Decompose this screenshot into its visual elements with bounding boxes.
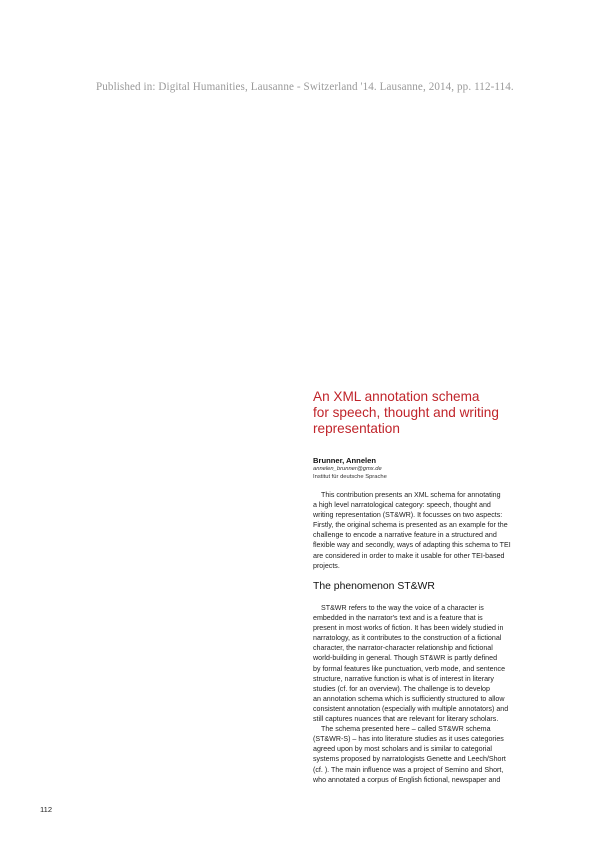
body-line: character, the narrator-character relationship and fictional [313,644,493,653]
abstract-line: challenge to encode a narrative feature in a structured and [313,531,497,540]
title-line: representation [313,421,400,437]
body-line: present in most works of fiction. It has been widely studied in [313,624,504,633]
body-line: embedded in the narrator's text and is a feature that is [313,614,483,623]
body-line: systems proposed by narratologists Genette and Leech/Short [313,755,506,764]
body-line: structure, narrative function is what is of interest in literary [313,674,494,683]
abstract-line: are considered in order to make it usable for other TEI-based [313,551,505,560]
body-line: consistent annotation (especially with multiple annotators) and [313,704,509,713]
abstract-line: Firstly, the original schema is presented as an example for the [313,521,508,530]
abstract-line: This contribution presents an XML schema for annotating [321,491,501,499]
author-affiliation: Institut für deutsche Sprache [313,474,387,480]
body-line: still captures nuances that are relevant for literary scholars. [313,715,499,724]
body-line: agreed upon by most scholars and is similar to categorial [313,745,493,754]
abstract-line: flexible way and secondly, ways of adapting this schema to TEI [313,541,511,550]
body-line: ST&WR refers to the way the voice of a character is [321,604,484,612]
publication-note: Published in: Digital Humanities, Lausanne - Switzerland '14. Lausanne, 2014, pp. 112-114. [96,81,514,93]
body-line: studies (cf. for an overview). The challenge is to develop [313,684,490,693]
body-line: an annotation schema which is sufficiently structured to allow [313,694,505,703]
paper-title [313,389,553,438]
abstract-line: writing representation (ST&WR). It focusses on two aspects: [313,511,503,520]
body-line: (cf. ). The main influence was a project of Semino and Short, [313,765,504,774]
body-line: world-building in general. Though ST&WR is partly defined [313,654,498,663]
title-line: for speech, thought and writing [313,405,499,421]
abstract-line: a high level narratological category: speech, thought and [313,501,491,510]
author-email[interactable]: annelen_brunner@gmx.de [313,466,382,472]
body-line: who annotated a corpus of English fictional, newspaper and [313,775,501,784]
title-line: An XML annotation schema [313,389,480,404]
page-number: 112 [40,805,53,814]
section-heading: The phenomenon ST&WR [313,581,435,592]
body-line: narratology, as it contributes to the construction of a fictional [313,634,502,643]
body-text [313,603,545,785]
abstract [313,490,545,571]
author-name: Brunner, Annelen [313,456,377,465]
body-line: by formal features like punctuation, verb mode, and sentence [313,664,506,673]
body-line: The schema presented here – called ST&WR schema [321,725,491,734]
abstract-line: projects. [313,561,340,570]
body-line: (ST&WR-S) – has into literature studies as it uses categories [313,735,504,744]
